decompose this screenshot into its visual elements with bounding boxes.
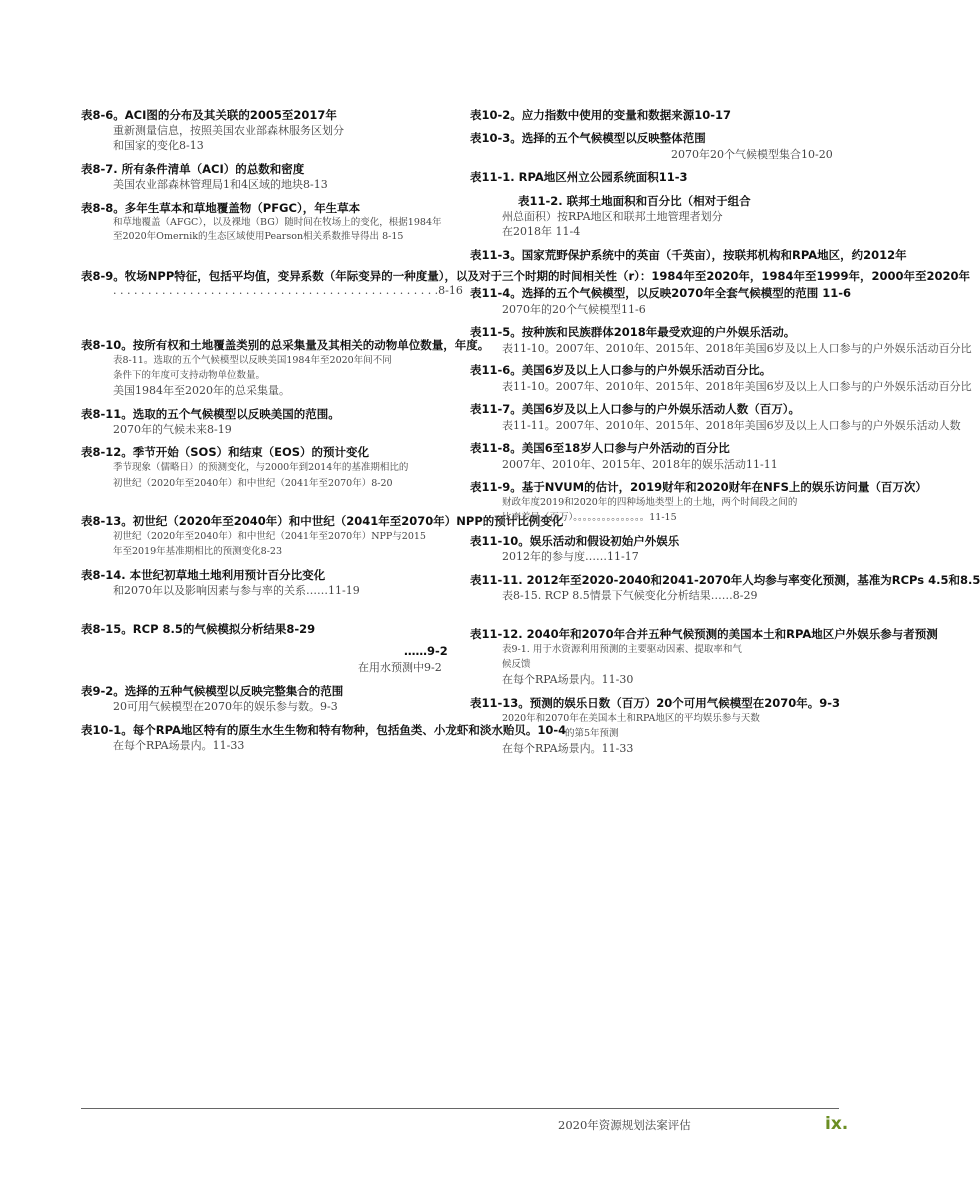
entry-title: 表11-9。基于NVUM的估计，2019财年和2020财年在NFS上的娱乐访问量（百万次）	[470, 480, 927, 494]
entry-sub: 在2018年 11-4	[502, 225, 581, 238]
entry-title: 表8-7. 所有条件清单（ACI）的总数和密度	[81, 162, 305, 176]
entry-title: 表9-2。选择的五种气候模型以反映完整集合的范围	[81, 684, 344, 698]
entry-sub: 2070年的20个气候模型11-6	[502, 303, 646, 316]
entry-sub: 表11-11。2007年、2010年、2015年、2018年美国6岁及以上人口参与的户外娱乐活动人数	[502, 419, 961, 432]
entry-sub: 和草地覆盖（AFGC），以及裸地（BG）随时间在牧场上的变化，根据1984年	[113, 217, 442, 228]
entry-sub: 初世纪（2020年至2040年）和中世纪（2041年至2070年）8-20	[113, 478, 393, 489]
entry-sub: 季节现象（儒略日）的预测变化，与2000年到2014年的基准期相比的	[113, 462, 409, 473]
entry-sub: 年至2019年基准期相比的预测变化8-23	[113, 546, 283, 557]
entry-sub: 2070年的气候未来8-19	[113, 423, 232, 436]
entry-sub: 2012年的参与度……11-17	[502, 550, 639, 563]
entry-sub: 候反馈	[502, 659, 531, 670]
entry-title: 表11-2. 联邦土地面积和百分比（相对于组合	[518, 194, 751, 208]
entry-title: 表10-2。应力指数中使用的变量和数据来源10-17	[470, 108, 732, 122]
entry-sub: . . . . . . . . . . . . . . . . . . . . . . . . . . . . . . . . . . . . . . . . . . . . . . .8-16	[113, 284, 463, 297]
entry-sub: 和2070年以及影响因素与参与率的关系……11-19	[113, 584, 360, 597]
footer-rule	[81, 1108, 839, 1109]
entry-sub: 表8-15. RCP 8.5情景下气候变化分析结果……8-29	[502, 589, 758, 602]
entry-title: 表11-8。美国6至18岁人口参与户外活动的百分比	[470, 441, 730, 455]
entry-sub: 2007年、2010年、2015年、2018年的娱乐活动11-11	[502, 458, 778, 471]
entry-sub: 在每个RPA场景内。11-33	[502, 742, 634, 755]
entry-title: 表8-9。牧场NPP特征，包括平均值，变异系数（年际变异的一种度量），以及对于三个时期的时间相关性（r）：1984年至2020年，1984年至1999年，2000年至2020年	[81, 269, 970, 283]
entry-sub: 2020年和2070年在美国本土和RPA地区的平均娱乐参与天数	[502, 713, 760, 724]
entry-sub: 比率差异（百万）。。。。。。。。。。。。。。。11-15	[502, 512, 677, 523]
entry-title: 表8-13。初世纪（2020年至2040年）和中世纪（2041年至2070年）NPP的预计比例变化	[81, 514, 564, 528]
entry-sub: 在每个RPA场景内。11-30	[502, 673, 634, 686]
entry-sub: 至2020年Omernik的生态区域使用Pearson相关系数推导得出 8-15	[113, 231, 404, 242]
entry-sub: 表8-11。选取的五个气候模型以反映美国1984年至2020年间不同	[113, 355, 392, 366]
entry-title: 表8-12。季节开始（SOS）和结束（EOS）的预计变化	[81, 445, 370, 459]
entry-sub: 表9-1. 用于水资源利用预测的主要驱动因素、提取率和气	[502, 644, 742, 655]
entry-title: 表11-5。按种族和民族群体2018年最受欢迎的户外娱乐活动。	[470, 325, 796, 339]
entry-sub: 和国家的变化8-13	[113, 139, 204, 152]
entry-title: 表11-12. 2040年和2070年合并五种气候预测的美国本土和RPA地区户外娱乐参与者预测	[470, 627, 938, 641]
entry-sub: 在用水预测中9-2	[358, 661, 442, 674]
entry-sub: 州总面积）按RPA地区和联邦土地管理者划分	[502, 210, 723, 223]
entry-title: ……9-2	[404, 644, 448, 658]
entry-title: 表11-1. RPA地区州立公园系统面积11-3	[470, 170, 688, 184]
entry-sub: 财政年度2019和2020年的四种场地类型上的土地，两个时间段之间的	[502, 497, 798, 508]
page-number: ix.	[825, 1114, 849, 1134]
entry-sub: 美国1984年至2020年的总采集量。	[113, 384, 290, 397]
entry-title: 表11-7。美国6岁及以上人口参与的户外娱乐活动人数（百万）。	[470, 402, 801, 416]
entry-title: 表8-11。选取的五个气候模型以反映美国的范围。	[81, 407, 340, 421]
entry-title: 表8-6。ACI图的分布及其关联的2005至2017年	[81, 108, 337, 122]
entry-sub: 美国农业部森林管理局1和4区域的地块8-13	[113, 178, 328, 191]
entry-sub: 在每个RPA场景内。11-33	[113, 739, 245, 752]
entry-title: 表11-4。选择的五个气候模型，以反映2070年全套气候模型的范围 11-6	[470, 286, 852, 300]
entry-title: 表11-3。国家荒野保护系统中的英亩（千英亩），按联邦机构和RPA地区，约2012年	[470, 248, 907, 262]
entry-sub: 表11-10。2007年、2010年、2015年、2018年美国6岁及以上人口参与的户外娱乐活动百分比	[502, 380, 972, 393]
entry-sub: 条件下的年度可支持动物单位数量。	[113, 370, 266, 381]
entry-sub: 的第5年预测	[565, 728, 619, 739]
entry-title: 表8-14. 本世纪初草地土地利用预计百分比变化	[81, 568, 326, 582]
entry-sub: 2070年20个气候模型集合10-20	[671, 148, 833, 161]
entry-title: 表8-10。按所有权和土地覆盖类别的总采集量及其相关的动物单位数量，年度。	[81, 338, 490, 352]
footer-title: 2020年资源规划法案评估	[558, 1118, 691, 1132]
entry-title: 表11-10。娱乐活动和假设初始户外娱乐	[470, 534, 680, 548]
entry-sub: 重新测量信息，按照美国农业部森林服务区划分	[113, 124, 344, 137]
entry-title: 表10-1。每个RPA地区特有的原生水生生物和特有物种，包括鱼类、小龙虾和淡水贻贝。10-4	[81, 723, 567, 737]
entry-title: 表11-13。预测的娱乐日数（百万）20个可用气候模型在2070年。9-3	[470, 696, 841, 710]
entry-title: 表8-15。RCP 8.5的气候模拟分析结果8-29	[81, 622, 316, 636]
entry-title: 表11-6。美国6岁及以上人口参与的户外娱乐活动百分比。	[470, 363, 772, 377]
entry-title: 表8-8。多年生草本和草地覆盖物（PFGC），年生草本	[81, 201, 361, 215]
entry-sub: 20可用气候模型在2070年的娱乐参与数。9-3	[113, 700, 338, 713]
entry-sub: 表11-10。2007年、2010年、2015年、2018年美国6岁及以上人口参与的户外娱乐活动百分比	[502, 342, 972, 355]
entry-sub: 初世纪（2020年至2040年）和中世纪（2041年至2070年）NPP与2015	[113, 531, 426, 542]
entry-title: 表11-11. 2012年至2020-2040和2041-2070年人均参与率变化预测，基准为RCPs 4.5和8.5	[470, 573, 980, 587]
entry-title: 表10-3。选择的五个气候模型以反映整体范围	[470, 131, 706, 145]
